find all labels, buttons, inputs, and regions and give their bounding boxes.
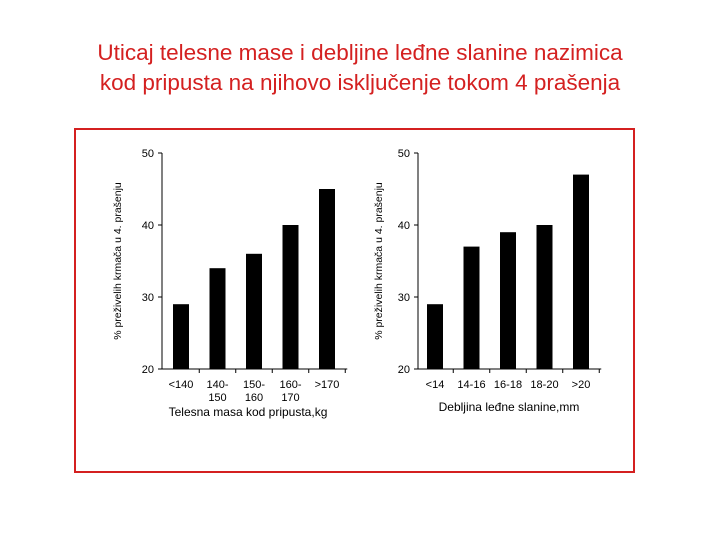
- bar: [210, 268, 226, 369]
- x-tick-label-line: 150: [208, 392, 227, 404]
- x-tick-label: [243, 379, 265, 404]
- y-tick-label: 50: [141, 148, 154, 160]
- x-tick-label-line: 18-20: [530, 379, 559, 391]
- slide-title-line-2: kod pripusta na njihovo isključenje tokom 4 prašenja: [99, 70, 621, 95]
- slide-title-line-1: Uticaj telesne mase i debljine leđne slanine nazimica: [97, 40, 623, 65]
- x-tick-label-line: 160-: [279, 379, 302, 391]
- x-tick-label-line: 14-16: [457, 379, 486, 391]
- bar: [537, 225, 553, 369]
- y-tick-label: 40: [141, 220, 154, 232]
- bar: [464, 247, 480, 369]
- y-tick-label: 20: [397, 364, 410, 376]
- x-tick-label-line: >20: [571, 379, 591, 391]
- y-axis-label: % preživelih krmača u 4. prašenju: [112, 182, 124, 340]
- x-tick-label-line: 16-18: [493, 379, 523, 391]
- x-tick-label: [457, 379, 485, 391]
- bar: [427, 304, 443, 369]
- x-tick-label-line: 150-: [242, 379, 266, 391]
- y-tick-label: 40: [397, 220, 410, 232]
- x-tick-label-line: <140: [168, 379, 194, 391]
- x-tick-label: [494, 379, 522, 391]
- y-tick-label: 50: [397, 148, 410, 160]
- x-tick-label: [315, 379, 340, 391]
- y-tick-label: 30: [141, 292, 154, 304]
- x-tick-label-line: <14: [425, 379, 445, 391]
- x-tick-label-line: 170: [281, 392, 300, 404]
- y-tick-label: 20: [141, 364, 154, 376]
- x-tick-label: [169, 379, 194, 391]
- x-tick-label: [279, 379, 301, 404]
- bar: [319, 189, 335, 369]
- chart-2: [373, 148, 601, 414]
- x-tick-label: [206, 379, 228, 404]
- x-tick-label-line: 160: [244, 392, 264, 404]
- x-tick-label: [572, 379, 591, 391]
- x-axis-label: Debljina leđne slanine,mm: [438, 400, 580, 414]
- x-tick-label: [530, 379, 558, 391]
- y-axis-label: % preživelih krmača u 4. prašenju: [373, 182, 385, 340]
- y-tick-label: 30: [397, 292, 410, 304]
- bar: [500, 232, 516, 369]
- bar: [173, 304, 189, 369]
- chart-1: [112, 148, 347, 419]
- x-tick-label: [426, 379, 445, 391]
- x-tick-label-line: >170: [314, 379, 340, 391]
- bar: [246, 254, 262, 369]
- x-axis-label: Telesna masa kod pripusta,kg: [168, 405, 328, 419]
- x-tick-label-line: 140-: [206, 379, 229, 391]
- bar: [573, 175, 589, 369]
- bar: [283, 225, 299, 369]
